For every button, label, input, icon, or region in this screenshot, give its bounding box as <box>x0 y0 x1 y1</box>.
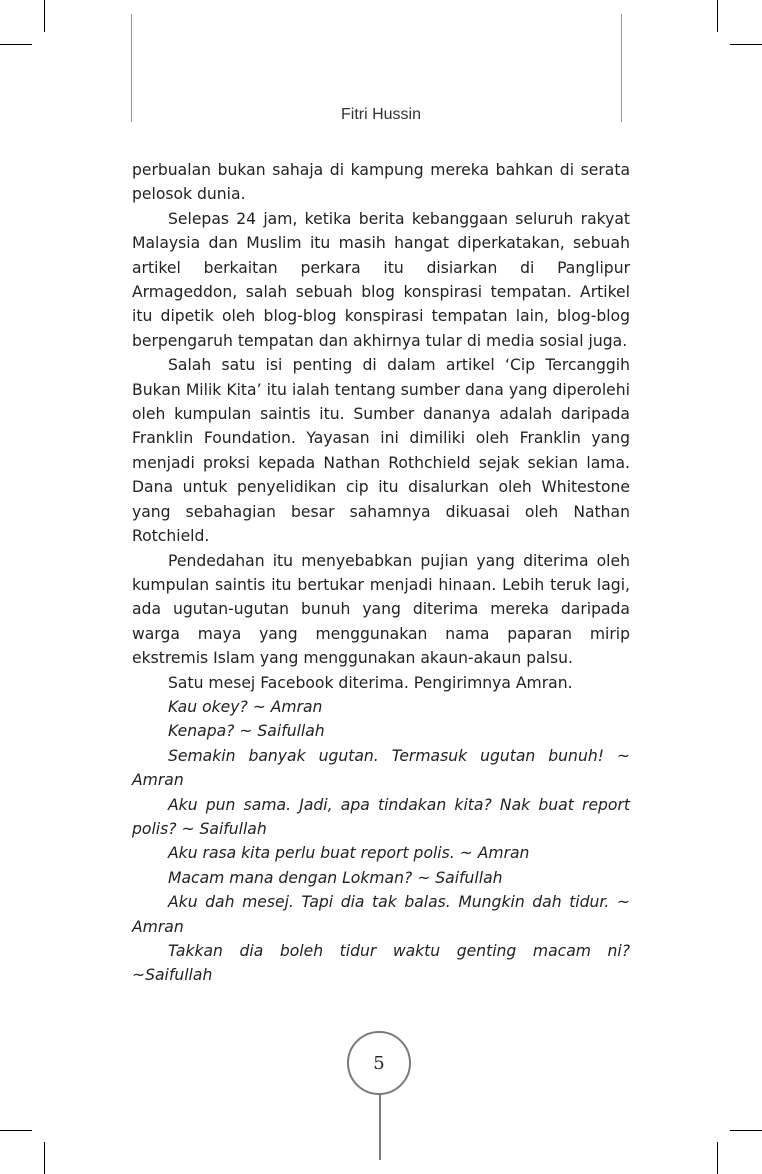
paragraph: Satu mesej Facebook diterima. Pengirimnya Amran. <box>168 673 573 692</box>
dialogue-line: Takkan dia boleh tidur waktu genting macam ni? ~Saifullah <box>132 942 630 985</box>
dialogue-line: Kau okey? ~ Amran <box>168 697 323 716</box>
paragraph: Selepas 24 jam, ketika berita kebanggaan seluruh rakyat Malaysia dan Muslim itu masih hangat diperkatakan, sebuah artikel berkaitan perkara itu disiarkan di Panglipur Armageddon, salah sebuah blog konspirasi tempatan. Artikel itu dipetik oleh blog-blog konspirasi tempatan lain, blog-blog berpengaruh tempatan dan akhirnya tular di media sosial juga. <box>132 209 630 350</box>
page-number: 5 <box>373 1052 385 1074</box>
body-text <box>132 158 630 988</box>
paragraph: Pendedahan itu menyebabkan pujian yang diterima oleh kumpulan saintis itu bertukar menjadi hinaan. Lebih teruk lagi, ada ugutan-ugutan bunuh yang diterima mereka daripada warga maya yang menggunakan nama paparan mirip ekstremis Islam yang menggunakan akaun-akaun palsu. <box>132 551 630 668</box>
crop-mark-bottom-right-vertical <box>717 1142 718 1174</box>
dialogue-line: Semakin banyak ugutan. Termasuk ugutan bunuh! ~ Amran <box>132 746 630 790</box>
paragraph: Salah satu isi penting di dalam artikel ‘Cip Tercanggih Bukan Milik Kita’ itu ialah tentang sumber dana yang diperolehi oleh kumpulan saintis itu. Sumber dananya adalah daripada Franklin Foundation. Yayasan ini dimiliki oleh Franklin yang menjadi proksi kepada Nathan Rothchield sejak sekian lama. Dana untuk penyelidikan cip itu disalurkan oleh Whitestone yang sebahagian besar sahamnya dikuasai oleh Nathan Rotchield. <box>132 356 630 546</box>
crop-mark-bottom-right-horizontal <box>730 1130 762 1131</box>
crop-mark-top-right-vertical <box>717 0 718 32</box>
crop-mark-bottom-left-horizontal <box>0 1130 32 1131</box>
crop-mark-top-right-horizontal <box>730 44 762 45</box>
page-number-stem <box>379 1095 381 1160</box>
dialogue-line: Macam mana dengan Lokman? ~ Saifullah <box>168 868 503 887</box>
running-header-author: Fitri Hussin <box>340 106 421 123</box>
paragraph: perbualan bukan sahaja di kampung mereka bahkan di serata pelosok dunia. <box>132 161 630 204</box>
dialogue-line: Aku rasa kita perlu buat report polis. ~ Amran <box>168 844 530 863</box>
dialogue-line: Kenapa? ~ Saifullah <box>168 722 325 741</box>
dialogue-line: Aku pun sama. Jadi, apa tindakan kita? Nak buat report polis? ~ Saifullah <box>132 795 630 838</box>
crop-mark-top-left-horizontal <box>0 44 32 45</box>
crop-mark-top-left-vertical <box>44 0 45 32</box>
page-number-circle <box>347 1031 411 1095</box>
dialogue-line: Aku dah mesej. Tapi dia tak balas. Mungkin dah tidur. ~ Amran <box>132 893 630 936</box>
crop-mark-bottom-left-vertical <box>44 1142 45 1174</box>
